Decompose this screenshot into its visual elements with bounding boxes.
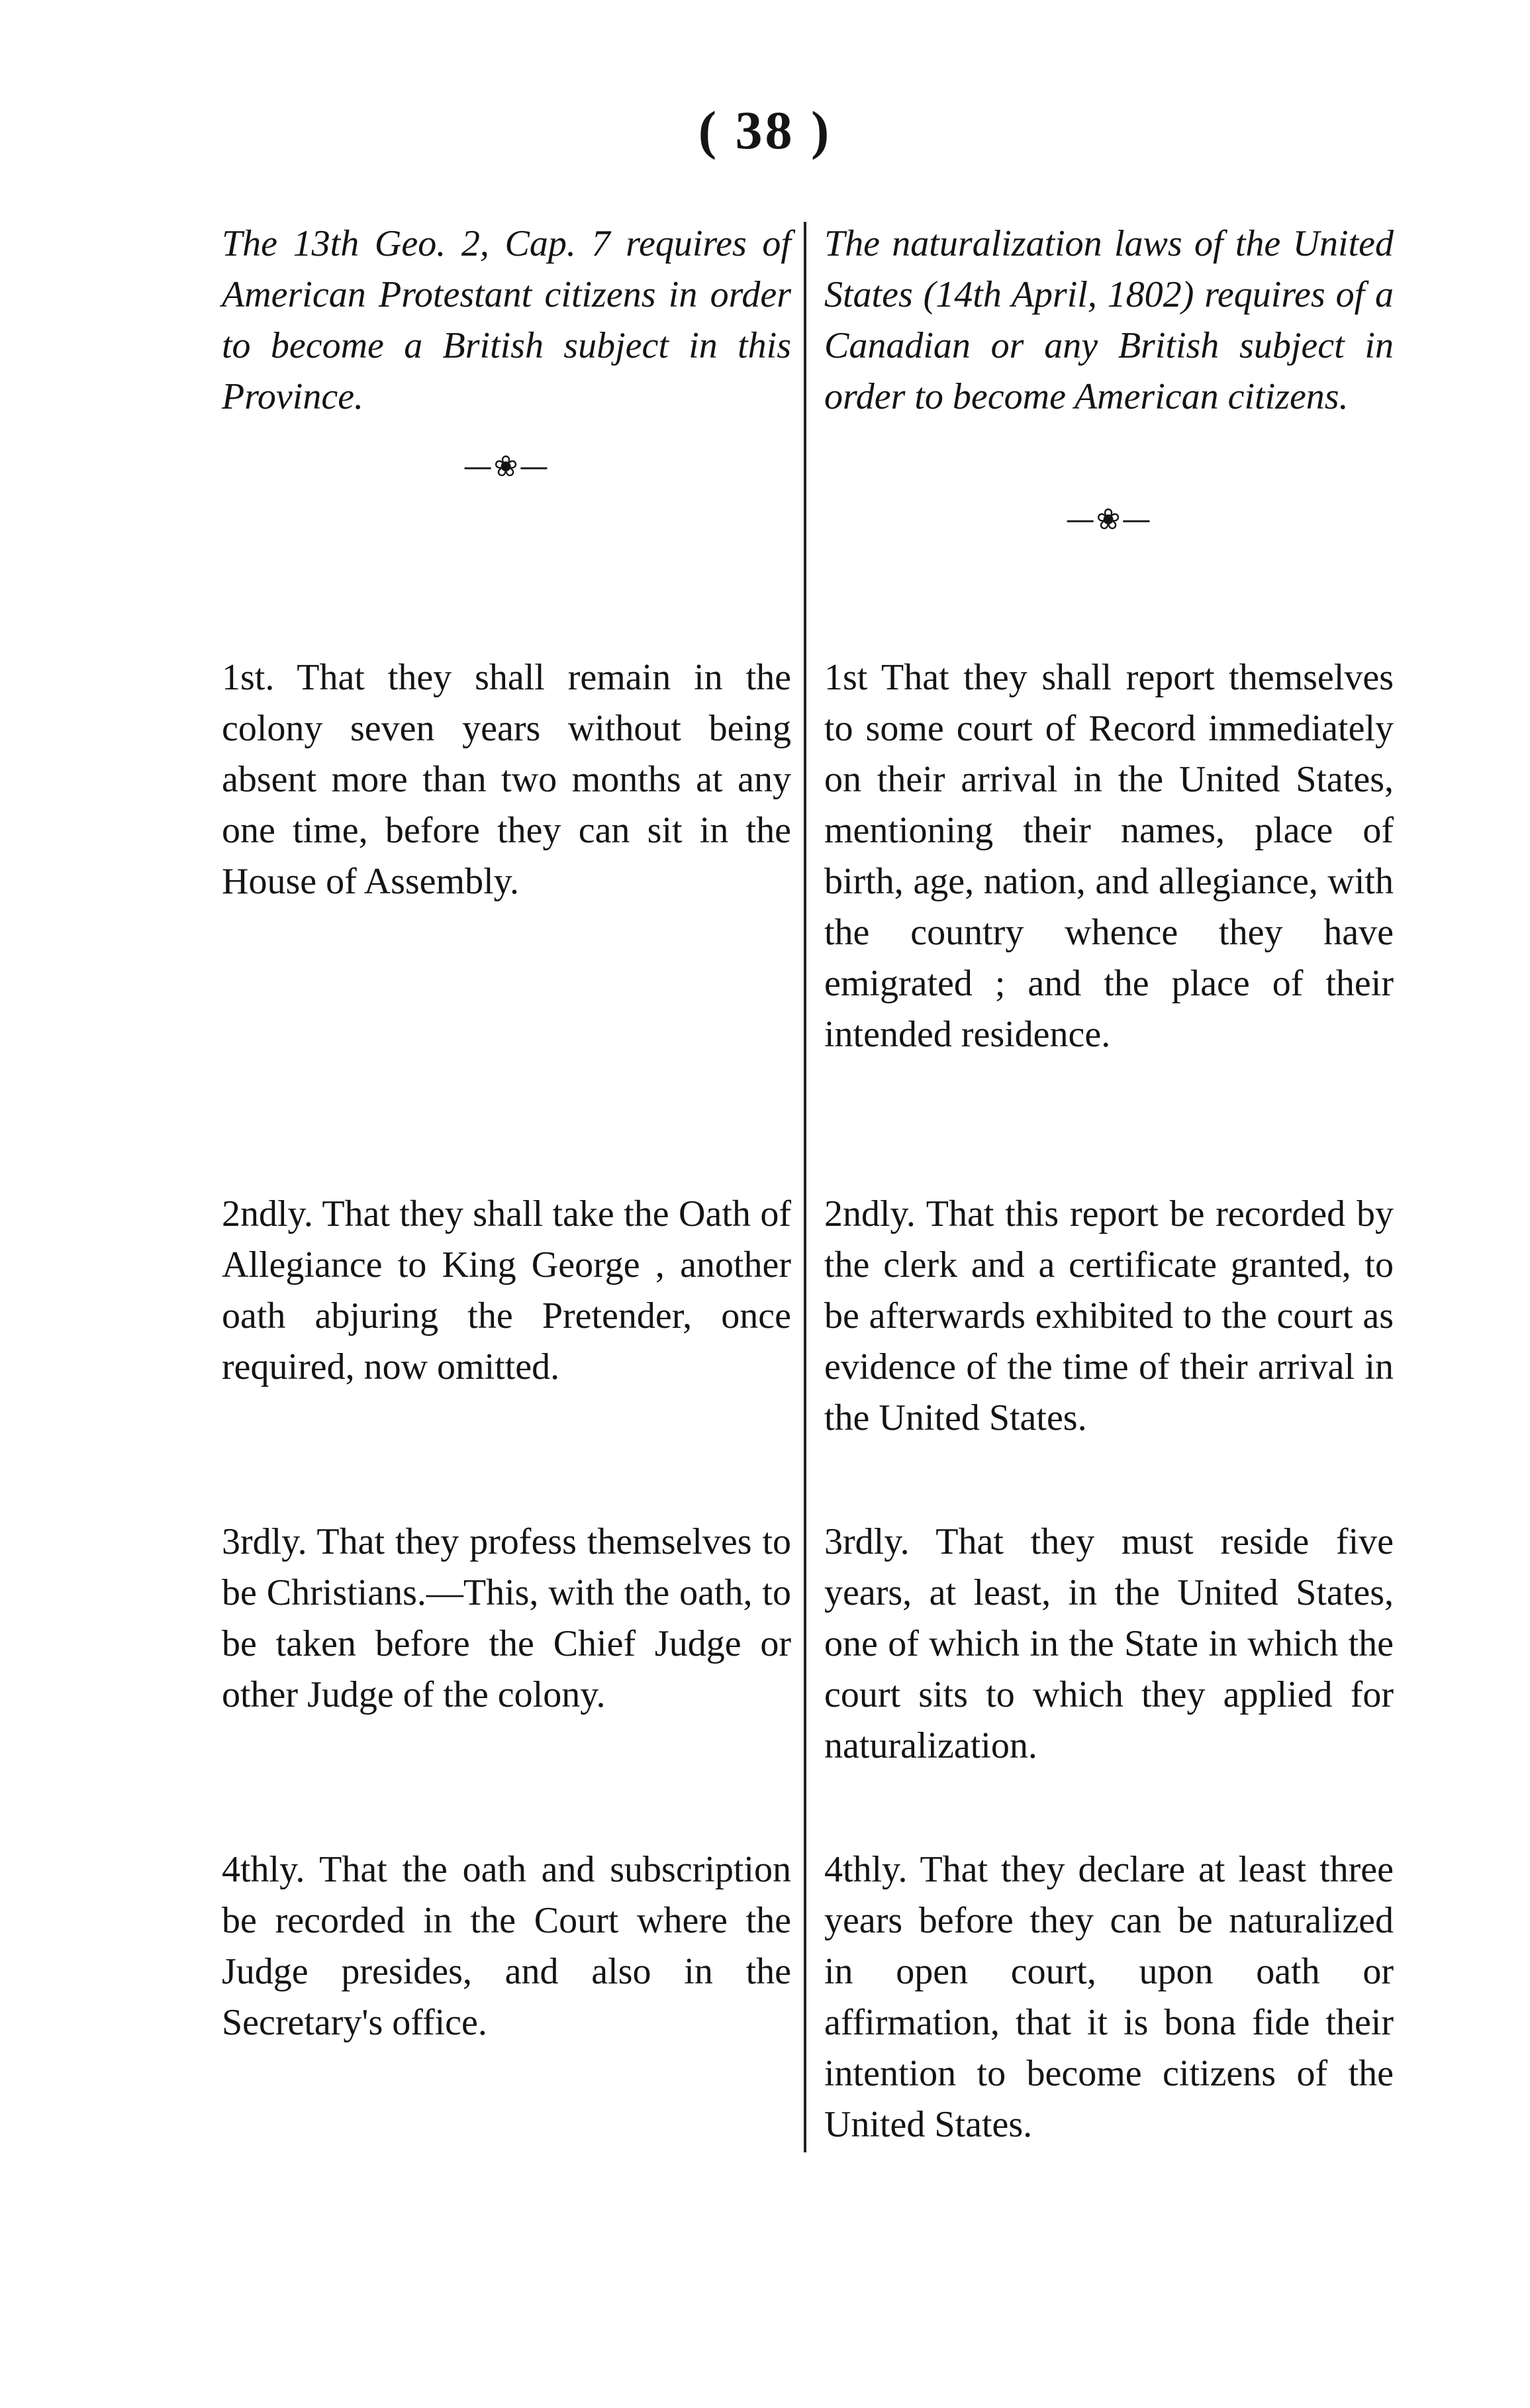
- right-item-1: 1st That they shall report themselves to some court of Record immediately on their arrival in the United States, mentioning their names, place of birth, age, nation, and allegiance, with the country whence they have emigrated ; and the place of their intended residence.: [824, 657, 1394, 1055]
- left-column: [222, 219, 791, 2043]
- column-divider: [804, 222, 806, 2152]
- right-ornament-divider: —❀—: [1065, 503, 1153, 536]
- left-column-heading: The 13th Geo. 2, Cap. 7 requires of American Protestant citizens in order to become a British subject in this Province.: [222, 223, 791, 417]
- left-item-1: 1st. That they shall remain in the colony seven years without being absent more than two months at any one time, before they can sit in the House of Assembly.: [222, 657, 791, 902]
- right-column-heading: The naturalization laws of the United States (14th April, 1802) requires of a Canadian or any British subject in order to become American citizens.: [824, 223, 1394, 417]
- left-item-2: 2ndly. That they shall take the Oath of Allegiance to King George , another oath abjuring the Pretender, once required, now omitted.: [222, 1193, 791, 1387]
- left-ornament-divider: —❀—: [463, 450, 550, 483]
- left-item-3: 3rdly. That they profess themselves to be Christians.—This, with the oath, to be taken before the Chief Judge or other Judge of the colony.: [222, 1521, 791, 1715]
- left-item-4: 4thly. That the oath and subscription be recorded in the Court where the Judge presides, and also in the Secretary's office.: [222, 1849, 791, 2043]
- right-item-3: 3rdly. That they must reside five years, at least, in the United States, one of which in the State in which the court sits to which they applied for naturalization.: [824, 1521, 1394, 1766]
- right-column: [824, 219, 1394, 2145]
- page-number: ( 38 ): [698, 100, 832, 160]
- right-item-2: 2ndly. That this report be recorded by the clerk and a certificate granted, to be afterwards exhibited to the court as evidence of the time of their arrival in the United States.: [824, 1193, 1394, 1438]
- right-item-4: 4thly. That they declare at least three years before they can be naturalized in open court, upon oath or affirmation, that it is bona fide their intention to become citizens of the United States.: [824, 1849, 1394, 2145]
